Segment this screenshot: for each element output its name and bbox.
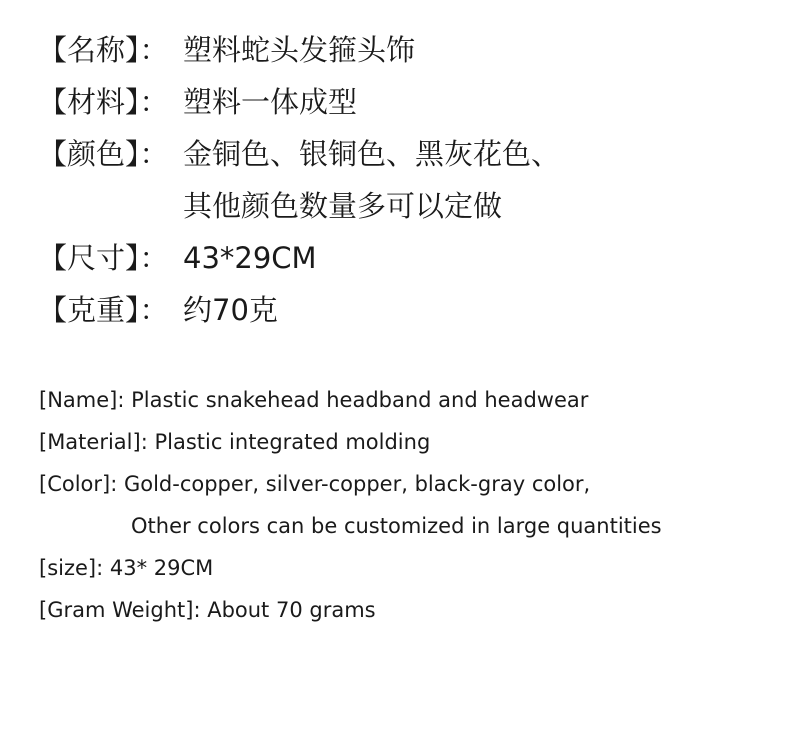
english-spec-name: [Name]: Plastic snakehead headband and headwear [39,388,589,412]
chinese-spec-list [38,24,560,336]
spec-label-name: 【名称】： [38,33,169,67]
spec-label-color: 【颜色】： [38,137,169,171]
spec-row-name [38,24,560,76]
english-spec-weight: [Gram Weight]: About 70 grams [39,598,376,622]
english-spec-material: [Material]: Plastic integrated molding [39,430,431,454]
spec-value-size: 43*29CM [183,241,317,275]
spec-label-size: 【尺寸】： [38,241,169,275]
spec-label-weight: 【克重】： [38,293,169,327]
spec-label-material: 【材料】： [38,85,169,119]
spec-row-material [38,76,560,128]
spec-row-weight [38,284,560,336]
spec-row-color [38,128,560,180]
spec-value-name: 塑料蛇头发箍头饰 [183,33,416,67]
english-spec-list [39,379,662,631]
spec-row-color-continued [38,180,560,232]
english-spec-color: [Color]: Gold-copper, silver-copper, black-gray color, [39,472,591,496]
english-spec-size: [size]: 43* 29CM [39,556,214,580]
spec-value-material: 塑料一体成型 [183,85,358,119]
english-spec-color-continued: Other colors can be customized in large quantities [131,514,662,538]
spec-value-color: 金铜色、银铜色、黑灰花色、 [183,137,561,171]
spec-value-weight: 约70克 [183,293,278,327]
spec-row-size [38,232,560,284]
spec-value-color-continued: 其他颜色数量多可以定做 [183,189,503,223]
